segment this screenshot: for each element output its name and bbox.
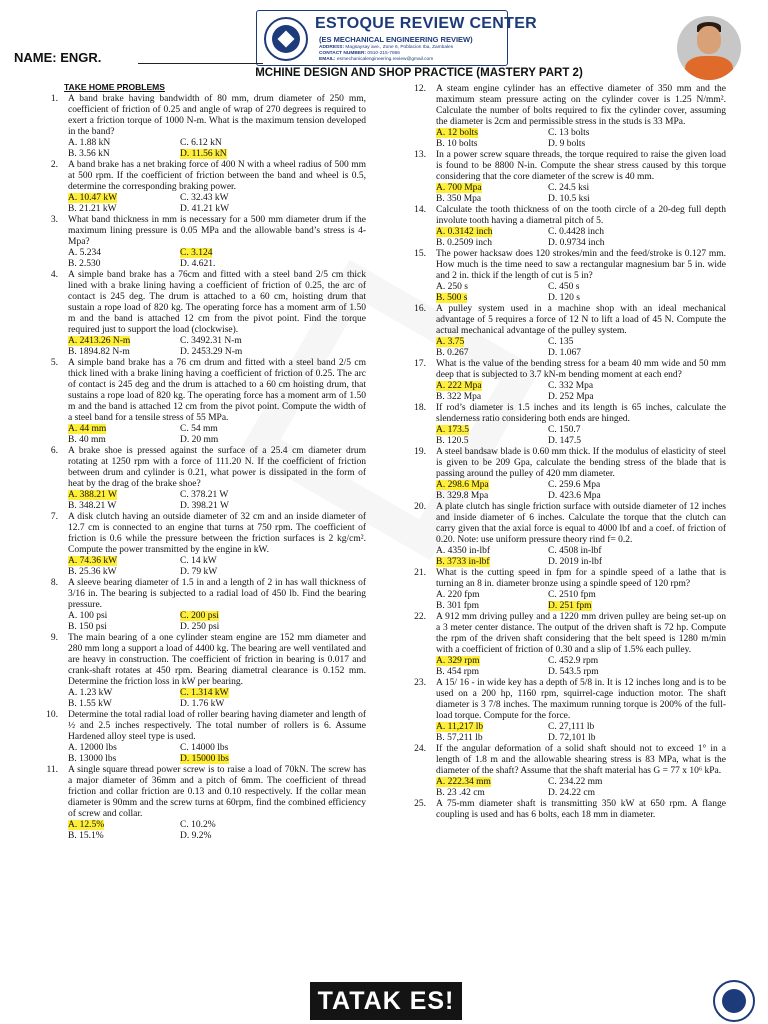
answer-options xyxy=(68,556,366,578)
option-b: B. 322 Mpa xyxy=(436,392,482,402)
question-text: A 912 mm driving pulley and a 1220 mm driven pulley are being set-up on a 3 meter center distance. The output of the driven shaft is 72 hp. Compute the rpm of the driven shaft considering that the belt speed is 1280 m/min with a coefficient of friction of 0.30 and a slip of 1.5% each pulley. xyxy=(436,612,726,655)
option-c: C. 14000 lbs xyxy=(180,743,229,753)
question-text: A disk clutch having an outside diameter of 32 cm and an inside diameter of 12.7 cm is connected to an engine that turns at 750 rpm. The coefficient of friction is 0.6 while the pressure between the friction surfaces is 2 kg/cm². Compute the power transmitted by the engine in kW. xyxy=(68,512,366,555)
highlighted-answer: A. 2413.26 N-m xyxy=(68,336,131,346)
answer-options xyxy=(436,128,726,150)
answer-options xyxy=(436,590,726,612)
option-a xyxy=(436,128,548,139)
option-d: D. 72,101 lb xyxy=(548,733,596,743)
question-number: 18. xyxy=(414,403,426,413)
question-item xyxy=(404,447,726,502)
answer-options xyxy=(68,193,366,215)
answer-options xyxy=(68,248,366,270)
option-a: A. 5.234 xyxy=(68,248,101,258)
highlighted-answer: D. 15000 lbs xyxy=(180,754,229,764)
highlighted-answer: A. 44 mm xyxy=(68,424,107,434)
question-number: 13. xyxy=(414,150,426,160)
highlighted-answer: A. 298.6 Mpa xyxy=(436,480,489,490)
question-item xyxy=(36,710,366,765)
option-b: B. 25.36 kW xyxy=(68,567,117,577)
option-b: B. 348.21 W xyxy=(68,501,117,511)
question-number: 4. xyxy=(50,270,58,280)
question-item xyxy=(404,799,726,821)
question-number: 17. xyxy=(414,359,426,369)
section-title: TAKE HOME PROBLEMS xyxy=(64,82,165,92)
answer-options xyxy=(68,490,366,512)
option-d: D. 24.22 cm xyxy=(548,788,595,798)
highlighted-answer: A. 329 rpm xyxy=(436,656,480,666)
option-b xyxy=(436,293,548,304)
option-b: B. 15.1% xyxy=(68,831,104,841)
question-text: In a power screw square threads, the torque required to raise the given load is found to be 8800 N-in. Compute the shear stress caused by this torque considering that the core diameter of the screw is 40 mm. xyxy=(436,150,726,182)
question-text: The power hacksaw does 120 strokes/min and the feed/stroke is 0.127 mm. How much is the time need to saw a rectangular magnesium bar 5 in. wide and 2 in. thick if the length of cut is 5 in? xyxy=(436,249,726,281)
option-d: D. 9.2% xyxy=(180,831,212,841)
document-title: MCHINE DESIGN AND SHOP PRACTICE (MASTERY PART 2) xyxy=(255,67,583,79)
question-item xyxy=(404,249,726,304)
option-d: D. 0.9734 inch xyxy=(548,238,605,248)
option-b: B. 57,211 lb xyxy=(436,733,483,743)
highlighted-answer: A. 173.5 xyxy=(436,425,469,435)
option-c: C. 24.5 ksi xyxy=(548,183,590,193)
option-b: B. 3.56 kN xyxy=(68,149,110,159)
review-center-logo-icon xyxy=(264,17,308,61)
option-a xyxy=(68,490,180,501)
question-text: What is the cutting speed in fpm for a spindle speed of a lathe that is turning an 8 in. diameter bronze using a spindle speed of 120 rpm? xyxy=(436,568,726,589)
option-d xyxy=(548,601,726,612)
question-item xyxy=(36,358,366,446)
option-d: D. 1.76 kW xyxy=(180,699,225,709)
answer-options xyxy=(436,337,726,359)
answer-options xyxy=(68,424,366,446)
question-item xyxy=(36,578,366,633)
option-a: A. 100 psi xyxy=(68,611,108,621)
option-d: D. 250 psi xyxy=(180,622,220,632)
option-a xyxy=(68,556,180,567)
option-b: B. 21.21 kW xyxy=(68,204,117,214)
option-c: C. 2510 fpm xyxy=(548,590,596,600)
question-number: 6. xyxy=(50,446,58,456)
question-number: 23. xyxy=(414,678,426,688)
question-item xyxy=(36,160,366,215)
question-text: A brake shoe is pressed against the surface of a 25.4 cm diameter drum rotating at 1250 rpm with a force of 111.20 N. If the coefficient of friction between drum and cylinder is 0.21, what power is dissipated in the form of heat by the drag of the brake shoe? xyxy=(68,446,366,489)
question-text: A plate clutch has single friction surface with outside diameter of 12 inches and inside diameter of 6 inches. Calculate the torque that the clutch can carry given that the axial force is equal to 4000 lbf and a coef. of friction of 0.20. Note: use uniform pressure theory rind f= 0.2. xyxy=(436,502,726,545)
option-d: D. 398.21 W xyxy=(180,501,229,511)
question-item xyxy=(404,150,726,205)
highlighted-answer: A. 388.21 W xyxy=(68,490,117,500)
option-b: B. 329.8 Mpa xyxy=(436,491,489,501)
answer-options xyxy=(68,611,366,633)
question-text: A band brake having bandwidth of 80 mm, drum diameter of 250 mm, coefficient of friction of 0.25 and angle of wrap of 270 degrees is required to exert a friction torque of 1000 N-m. What is the maximum tension developed in the band? xyxy=(68,94,366,137)
answer-options xyxy=(68,336,366,358)
option-c: C. 234.22 mm xyxy=(548,777,603,787)
question-number: 24. xyxy=(414,744,426,754)
option-c xyxy=(180,611,366,622)
option-b: B. 150 psi xyxy=(68,622,107,632)
highlighted-answer: A. 11,217 lb xyxy=(436,722,484,732)
question-item xyxy=(36,633,366,710)
highlighted-answer: B. 3733 in-lbf xyxy=(436,557,490,567)
center-contact-info: ADDRESS: Magsaysay ave., Zone 6, Poblacion Iba, Zambales CONTACT NUMBER: 0910-215-7866 EMAIL: esmechanicalengineering.review@gmail.com xyxy=(319,45,454,62)
question-number: 2. xyxy=(50,160,58,170)
answer-options xyxy=(436,656,726,678)
question-text: What band thickness in mm is necessary for a 500 mm diameter drum if the maximum lining pressure is 0.05 MPa and the allowable band’s stress is 4-Mpa? xyxy=(68,215,366,247)
answer-options xyxy=(68,820,366,842)
question-item xyxy=(404,205,726,249)
highlighted-answer: D. 11.56 kN xyxy=(180,149,227,159)
option-a: A. 250 s xyxy=(436,282,468,292)
option-c: C. 32.43 kW xyxy=(180,193,229,203)
question-number: 10. xyxy=(46,710,58,720)
question-item xyxy=(36,215,366,270)
question-number: 8. xyxy=(50,578,58,588)
question-item xyxy=(36,270,366,358)
option-a: A. 1.23 kW xyxy=(68,688,113,698)
option-d: D. 120 s xyxy=(548,293,580,303)
center-name: ESTOQUE REVIEW CENTER xyxy=(315,15,538,32)
answer-options xyxy=(436,227,726,249)
question-text: If the angular deformation of a solid shaft should not to exceed 1° in a length of 1.8 m and the allowable shearing stress is 83 MPa, what is the diameter of the shaft? Assume that the shaft material has G = 77 x 10⁶ kPa. xyxy=(436,744,726,776)
option-d xyxy=(180,754,366,765)
option-b: B. 2.530 xyxy=(68,259,101,269)
question-item xyxy=(36,94,366,160)
highlighted-answer: A. 222 Mpa xyxy=(436,381,482,391)
option-b: B. 301 fpm xyxy=(436,601,480,611)
option-d: D. 41.21 kW xyxy=(180,204,230,214)
question-number: 20. xyxy=(414,502,426,512)
question-number: 15. xyxy=(414,249,426,259)
right-question-column xyxy=(404,84,726,821)
option-d: D. 423.6 Mpa xyxy=(548,491,601,501)
question-item xyxy=(36,446,366,512)
option-a xyxy=(436,722,548,733)
footer-logo-icon xyxy=(713,980,755,1022)
highlighted-answer: C. 200 psi xyxy=(180,611,219,621)
question-number: 25. xyxy=(414,799,426,809)
review-center-header xyxy=(256,10,538,66)
option-a xyxy=(68,820,180,831)
option-b: B. 40 mm xyxy=(68,435,106,445)
question-number: 19. xyxy=(414,447,426,457)
option-c: C. 135 xyxy=(548,337,574,347)
question-item xyxy=(36,512,366,578)
question-text: A simple band brake has a 76cm and fitted with a steel band 2/5 cm thick lined with a brake lining having a coefficient of friction of 0.25, the arc of contact is 245 deg. The drum is attached to a 60 cm, hoisting drum that sustain a rope load of 820 kg. The operating force has a moment arm of 1.50 m and the band is attached 12 cm from the pivot point. Find the torque required just to support the load (clockwise). xyxy=(68,270,366,335)
option-a xyxy=(436,381,548,392)
option-c: C. 150.7 xyxy=(548,425,581,435)
question-number: 5. xyxy=(50,358,58,368)
option-c: C. 332 Mpa xyxy=(548,381,594,391)
answer-options xyxy=(68,743,366,765)
option-a: A. 220 fpm xyxy=(436,590,480,600)
option-a xyxy=(68,193,180,204)
question-text: A simple band brake has a 76 cm drum and fitted with a steel band 2/5 cm thick lined with a brake lining having a coefficient of friction of 0.25. The arc of contact is 245 deg and the drum is attached to a 60 cm hoisting drum, that sustains a rope load of 820 kg. The operating force has a moment arm of 1.50 m and the band is attached 12 cm from the pivot point. Compute the width of a steel band for a tensile stress of 55 MPa. xyxy=(68,358,366,423)
question-number: 1. xyxy=(50,94,58,104)
option-a xyxy=(436,656,548,667)
option-b xyxy=(436,557,548,568)
answer-options xyxy=(436,282,726,304)
highlighted-answer: A. 10.47 kW xyxy=(68,193,118,203)
question-item xyxy=(404,359,726,403)
question-item xyxy=(404,304,726,359)
option-a xyxy=(68,336,180,347)
question-text: A steel bandsaw blade is 0.60 mm thick. If the modulus of elasticity of steel is given to be 209 Gpa, calculate the bending stress of the blade that is passing around the pulley of 420 mm diameter. xyxy=(436,447,726,479)
question-number: 9. xyxy=(50,633,58,643)
highlighted-answer: A. 74.36 kW xyxy=(68,556,118,566)
option-b: B. 1.55 kW xyxy=(68,699,112,709)
option-a xyxy=(436,425,548,436)
option-c: C. 27,111 lb xyxy=(548,722,595,732)
question-item xyxy=(404,612,726,678)
question-item xyxy=(404,568,726,612)
highlighted-answer: A. 700 Mpa xyxy=(436,183,482,193)
option-a xyxy=(436,183,548,194)
highlighted-answer: A. 12 bolts xyxy=(436,128,478,138)
answer-options xyxy=(436,722,726,744)
option-a xyxy=(68,424,180,435)
option-b: B. 10 bolts xyxy=(436,139,478,149)
option-d: D. 9 bolts xyxy=(548,139,586,149)
option-d: D. 4.621. xyxy=(180,259,216,269)
option-a: A. 1.88 kN xyxy=(68,138,111,148)
option-c: C. 452.9 rpm xyxy=(548,656,599,666)
footer-slogan: TATAK ES! xyxy=(310,982,462,1020)
answer-options xyxy=(68,688,366,710)
question-text: What is the value of the bending stress for a beam 40 mm wide and 50 mm deep that is subjected to 3.7 kN-m bending moment at each end? xyxy=(436,359,726,380)
highlighted-answer: A. 222.34 mm xyxy=(436,777,491,787)
question-number: 7. xyxy=(50,512,58,522)
question-text: A single square thread power screw is to raise a load of 70kN. The screw has a major diameter of 36mm and a pitch of 6mm. The coefficient of thread friction and collar friction are 0.13 and 0.10 respectively. If the collar mean diameter is 90mm and the screw turns at 60rpm, find the combined efficiency of screw and collar. xyxy=(68,765,366,819)
option-c: C. 378.21 W xyxy=(180,490,229,500)
question-text: A sleeve bearing diameter of 1.5 in and a length of 2 in has wall thickness of 3/16 in. The bearing is subjected to a radial load of 450 lb. Find the bearing pressure. xyxy=(68,578,366,610)
highlighted-answer: C. 3.124 xyxy=(180,248,213,258)
name-label: NAME: ENGR. xyxy=(14,50,102,65)
option-d: D. 543.5 rpm xyxy=(548,667,599,677)
option-c: C. 0.4428 inch xyxy=(548,227,604,237)
option-c: C. 450 s xyxy=(548,282,580,292)
question-number: 3. xyxy=(50,215,58,225)
question-number: 11. xyxy=(46,765,58,775)
answer-options xyxy=(436,183,726,205)
option-b: B. 120.5 xyxy=(436,436,469,446)
highlighted-answer: C. 1.314 kW xyxy=(180,688,229,698)
option-b: B. 0.2509 inch xyxy=(436,238,492,248)
question-number: 14. xyxy=(414,205,426,215)
question-text: A band brake has a net braking force of 400 N with a wheel radius of 500 mm at 500 rpm. If the coefficient of friction between the band and wheel is 0.5, determine the corresponding braking power. xyxy=(68,160,366,192)
option-b: B. 350 Mpa xyxy=(436,194,482,204)
question-number: 22. xyxy=(414,612,426,622)
question-item xyxy=(404,403,726,447)
option-d: D. 2019 in-lbf xyxy=(548,557,603,567)
option-a xyxy=(436,777,548,788)
option-d: D. 252 Mpa xyxy=(548,392,594,402)
option-c: C. 14 kW xyxy=(180,556,217,566)
highlighted-answer: B. 500 s xyxy=(436,293,468,303)
option-a xyxy=(436,480,548,491)
option-a: A. 12000 lbs xyxy=(68,743,117,753)
question-item xyxy=(404,678,726,744)
option-d: D. 2453.29 N-m xyxy=(180,347,243,357)
answer-options xyxy=(68,138,366,160)
highlighted-answer: D. 251 fpm xyxy=(548,601,592,611)
option-c: C. 10.2% xyxy=(180,820,216,830)
option-b: B. 13000 lbs xyxy=(68,754,117,764)
question-number: 21. xyxy=(414,568,426,578)
center-subtitle: (ES MECHANICAL ENGINEERING REVIEW) xyxy=(319,35,473,44)
option-d: D. 1.067 xyxy=(548,348,581,358)
option-c: C. 259.6 Mpa xyxy=(548,480,601,490)
highlighted-answer: A. 12.5% xyxy=(68,820,105,830)
question-text: The main bearing of a one cylinder steam engine are 152 mm diameter and 280 mm long a support a load of 4400 kg. The bearing are well ventilated and are heavy in construction. The coefficient of friction in bearing is 0.017 and crank-shaft rotates at 450 rpm. Bearing diametral clearance is 0.152 mm. Determine the friction loss in kW per bearing. xyxy=(68,633,366,687)
option-c: C. 3492.31 N-m xyxy=(180,336,242,346)
question-text: A 75-mm diameter shaft is transmitting 350 kW at 650 rpm. A flange coupling is used and has 6 bolts, each 18 mm in diameter. xyxy=(436,799,726,820)
name-blank-line xyxy=(138,63,263,64)
question-text: A steam engine cylinder has an effective diameter of 350 mm and the maximum steam pressure acting on the cylinder cover is 1.25 N/mm². Calculate the number of bolts required to fix the cylinder cover, assuming the diameter is 2cm and permissible stress in the studs is 33 MPa. xyxy=(436,84,726,127)
highlighted-answer: A. 0.3142 inch xyxy=(436,227,493,237)
option-d xyxy=(180,149,366,160)
question-item xyxy=(404,502,726,568)
option-a: A. 4350 in-lbf xyxy=(436,546,491,556)
option-c: C. 4508 in-lbf xyxy=(548,546,602,556)
option-b: B. 1894.82 N-m xyxy=(68,347,130,357)
option-c: C. 13 bolts xyxy=(548,128,590,138)
question-item xyxy=(404,744,726,799)
question-text: Determine the total radial load of roller bearing having diameter and length of ½ and 2.5 inches respectively. The total number of rollers is 6. Assume Hardened alloy steel type is used. xyxy=(68,710,366,742)
option-d: D. 79 kW xyxy=(180,567,218,577)
question-text: If rod’s diameter is 1.5 inches and its length is 65 inches, calculate the slenderness ratio considering both ends are hinged. xyxy=(436,403,726,424)
left-question-column xyxy=(36,82,366,842)
option-a xyxy=(436,227,548,238)
answer-options xyxy=(436,546,726,568)
option-d: D. 10.5 ksi xyxy=(548,194,590,204)
question-text: A 15/ 16 - in wide key has a depth of 5/8 in. It is 12 inches long and is to be used on a 200 hp, 1160 rpm, squirrel-cage induction motor. The shaft diameter is 3 7/8 inches. The maximum running torque is 200% of the full-load torque. Compute for the force. xyxy=(436,678,726,721)
option-a xyxy=(436,337,548,348)
option-b: B. 23 .42 cm xyxy=(436,788,485,798)
highlighted-answer: A. 3.75 xyxy=(436,337,465,347)
option-d: D. 147.5 xyxy=(548,436,581,446)
option-c: C. 54 mm xyxy=(180,424,218,434)
option-d: D. 20 mm xyxy=(180,435,219,445)
answer-options xyxy=(436,425,726,447)
question-number: 12. xyxy=(414,84,426,94)
answer-options xyxy=(436,777,726,799)
question-item xyxy=(404,84,726,150)
answer-options xyxy=(436,381,726,403)
question-number: 16. xyxy=(414,304,426,314)
option-c: C. 6.12 kN xyxy=(180,138,222,148)
option-b: B. 0.267 xyxy=(436,348,469,358)
answer-options xyxy=(436,480,726,502)
question-text: A pulley system used in a machine shop with an ideal mechanical advantage of 5 requires a force of 12 N to lift a load of 45 N. Compute the actual mechanical advantage of the pulley system. xyxy=(436,304,726,336)
option-c xyxy=(180,248,366,259)
option-b: B. 454 rpm xyxy=(436,667,480,677)
question-text: Calculate the tooth thickness of on the tooth circle of a 20-deg full depth involute tooth having a diametral pitch of 5. xyxy=(436,205,726,226)
question-item xyxy=(36,765,366,842)
option-c xyxy=(180,688,366,699)
